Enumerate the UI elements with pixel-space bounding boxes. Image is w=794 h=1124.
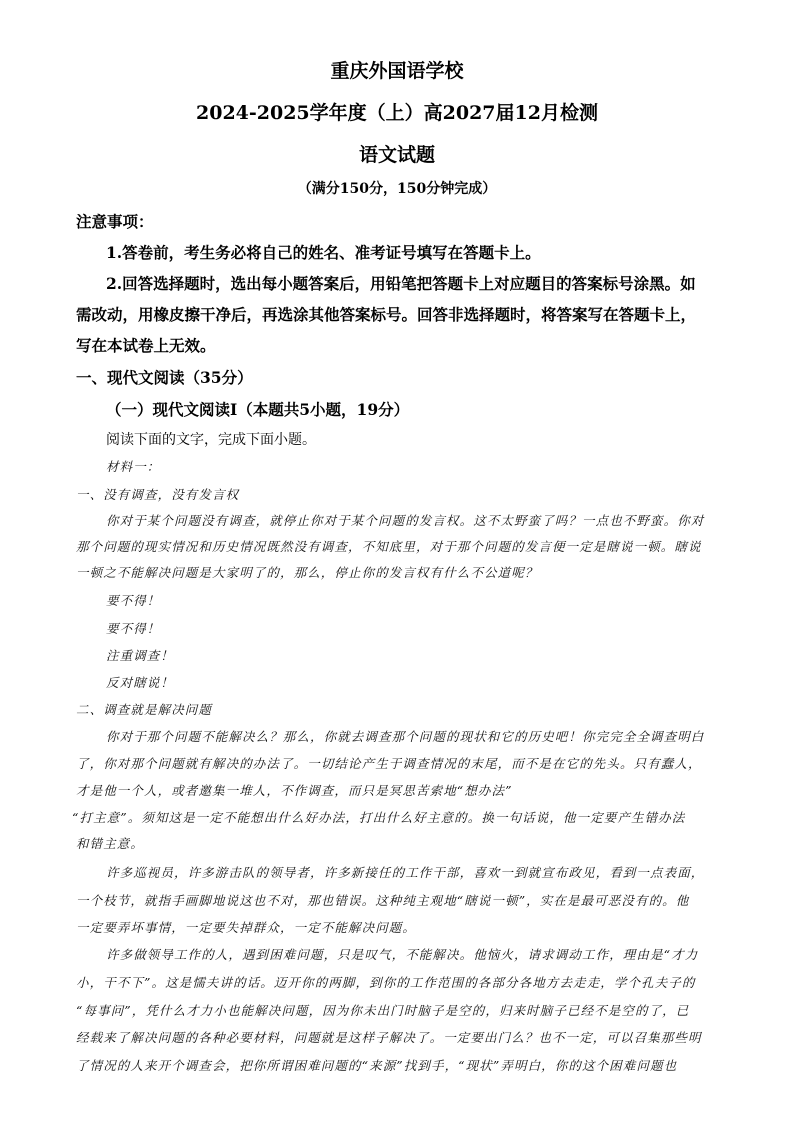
paragraph-2-line: “打主意”。须知这是一定不能想出什么好办法，打出什么好主意的。换一句话说，他一定要产生错办法 (72, 810, 686, 825)
paragraph-4-line: 许多做领导工作的人，遇到困难问题，只是叹气，不能解决。他恼火，请求调动工作，理由是“才力 (106, 947, 699, 962)
paragraph-1-line: 一顿之不能解决问题是大家明了的，那么，停止你的发言权有什么不公道呢？ (76, 565, 539, 580)
paragraph-2-line: 和错主意。 (76, 836, 145, 851)
paragraph-4-line: “每事问”，凭什么才力小也能解决问题，因为你未出门时脑子是空的，归来时脑子已经不是空的了，已 (76, 1003, 690, 1018)
section-instruction: 阅读下面的文字，完成下面小题。 (106, 432, 316, 448)
section-subheading: （一）现代文阅读Ⅰ（本题共5小题，19分） (106, 400, 410, 419)
notice-item-2-line-2: 需改动，用橡皮擦干净后，再选涂其他答案标号。回答非选择题时，将答案写在答题卡上， (76, 305, 697, 324)
notice-title: 注意事项： (76, 212, 154, 231)
paragraph-3-line: 许多巡视员，许多游击队的领导者，许多新接任的工作干部，喜欢一到就宣布政见，看到一点表面， (106, 865, 705, 880)
paragraph-4-line: 了情况的人来开个调查会，把你所谓困难问题的“来源”找到手，“现状”弄明白，你的这个困难问题也 (76, 1058, 678, 1073)
shout-line: 要不得！ (106, 593, 161, 608)
shout-line: 注重调查！ (106, 648, 175, 663)
shout-line: 要不得！ (106, 621, 161, 636)
material-heading-2: 二、调查就是解决问题 (76, 702, 213, 717)
paragraph-4-line: 小，干不下”。这是懦夫讲的话。迈开你的两脚，到你的工作范围的各部分各地方去走走，学个孔夫子的 (76, 975, 696, 990)
paragraph-1-line: 那个问题的现实情况和历史情况既然没有调查，不知底里，对于那个问题的发言便一定是瞎说一顿。瞎说 (76, 539, 702, 554)
school-title: 重庆外国语学校 (330, 60, 464, 82)
material-label: 材料一： (106, 459, 161, 474)
material-heading-1: 一、没有调查，没有发言权 (76, 487, 240, 502)
subject-title: 语文试题 (358, 144, 435, 166)
score-note: （满分150分，150分钟完成） (297, 181, 497, 197)
section-heading: 一、现代文阅读（35分） (76, 368, 253, 387)
exam-title: 2024-2025学年度（上）高2027届12月检测 (196, 102, 598, 124)
notice-item-1: 1.答卷前，考生务必将自己的姓名、准考证号填写在答题卡上。 (106, 243, 541, 262)
notice-item-2-line-3: 写在本试卷上无效。 (76, 336, 216, 355)
paragraph-2-line: 你对于那个问题不能解决么？那么，你就去调查那个问题的现状和它的历史吧！你完完全全调查明白 (106, 729, 705, 744)
notice-item-2-line-1: 2.回答选择题时，选出每小题答案后，用铅笔把答题卡上对应题目的答案标号涂黑。如 (106, 274, 696, 293)
paragraph-3-line: 一定要弄坏事情，一定要失掉群众，一定不能解决问题。 (76, 920, 417, 935)
paragraph-2-line: 了，你对那个问题就有解决的办法了。一切结论产生于调查情况的末尾，而不是在它的先头。只有蠢人， (76, 756, 702, 771)
paragraph-3-line: 一个枝节，就指手画脚地说这也不对，那也错误。这种纯主观地“瞎说一顿”，实在是最可恶没有的。他 (76, 893, 690, 908)
shout-line: 反对瞎说！ (106, 675, 175, 690)
paragraph-2-line: 才是他一个人，或者邀集一堆人，不作调查，而只是冥思苦索地“想办法” (76, 783, 513, 798)
paragraph-1-line: 你对于某个问题没有调查，就停止你对于某个问题的发言权。这不太野蛮了吗？一点也不野蛮。你对 (106, 513, 705, 528)
paragraph-4-line: 经载来了解决问题的各种必要材料，问题就是这样子解决了。一定要出门么？也不一定，可以召集那些明 (76, 1030, 702, 1045)
